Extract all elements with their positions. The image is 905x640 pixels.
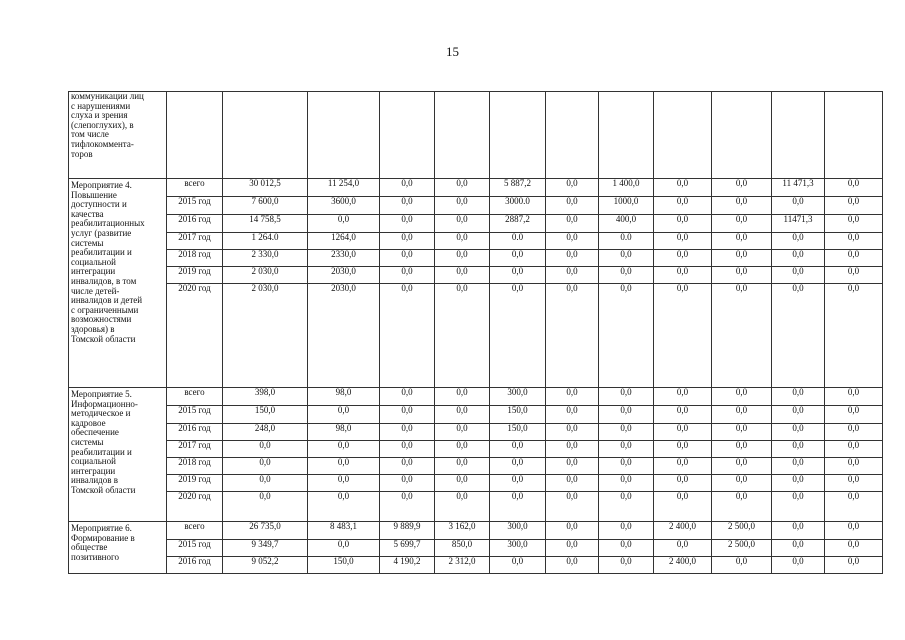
value-cell: 0,0 bbox=[380, 197, 435, 215]
table-row bbox=[69, 540, 883, 557]
table-row bbox=[69, 475, 883, 492]
value-cell: 300,0 bbox=[490, 540, 546, 557]
value-cell: 2 400,0 bbox=[654, 557, 712, 574]
description-line: реабилитационных bbox=[71, 218, 145, 229]
value-cell: 0,0 bbox=[435, 406, 490, 424]
year-cell: 2018 год bbox=[167, 458, 223, 475]
description-line: кадровое bbox=[71, 417, 106, 428]
value-cell: 0,0 bbox=[712, 424, 772, 441]
value-cell: 0,0 bbox=[546, 197, 599, 215]
description-line: Томской области bbox=[71, 484, 136, 495]
year-cell: 2016 год bbox=[167, 557, 223, 574]
description-line: интеграции bbox=[71, 465, 116, 476]
description-line: обществе bbox=[71, 542, 108, 553]
value-cell: 0,0 bbox=[825, 540, 883, 557]
value-cell: 0,0 bbox=[546, 267, 599, 284]
description-line: торов bbox=[71, 148, 93, 159]
value-cell: 3000.0 bbox=[490, 197, 546, 215]
value-cell: 0,0 bbox=[772, 388, 825, 406]
value-cell: 0,0 bbox=[490, 458, 546, 475]
value-cell: 0,0 bbox=[654, 250, 712, 267]
table-row bbox=[69, 441, 883, 458]
value-cell: 400,0 bbox=[599, 215, 654, 233]
value-cell: 0,0 bbox=[380, 492, 435, 522]
value-cell: 0,0 bbox=[435, 441, 490, 458]
value-cell: 850,0 bbox=[435, 540, 490, 557]
value-cell: 0,0 bbox=[308, 441, 380, 458]
value-cell: 3600,0 bbox=[308, 197, 380, 215]
continuation-row bbox=[69, 92, 883, 179]
value-cell: 0,0 bbox=[825, 267, 883, 284]
value-cell: 0,0 bbox=[308, 540, 380, 557]
table-row bbox=[69, 458, 883, 475]
value-cell: 150,0 bbox=[490, 424, 546, 441]
description-line: доступности и bbox=[71, 199, 127, 210]
value-cell: 0,0 bbox=[599, 388, 654, 406]
value-cell: 0,0 bbox=[712, 179, 772, 197]
value-cell: 0,0 bbox=[825, 197, 883, 215]
value-cell: 0,0 bbox=[825, 475, 883, 492]
value-cell: 1 264.0 bbox=[223, 233, 308, 250]
value-cell: 0,0 bbox=[825, 424, 883, 441]
value-cell: 0,0 bbox=[712, 475, 772, 492]
year-cell: 2016 год bbox=[167, 215, 223, 233]
value-cell: 0,0 bbox=[712, 441, 772, 458]
description-line: Мероприятие 5. bbox=[71, 389, 132, 399]
value-cell: 0,0 bbox=[599, 424, 654, 441]
value-cell: 7 600,0 bbox=[223, 197, 308, 215]
table-row bbox=[69, 250, 883, 267]
value-cell: 0,0 bbox=[223, 458, 308, 475]
value-cell: 2030,0 bbox=[308, 267, 380, 284]
value-cell: 0,0 bbox=[223, 475, 308, 492]
year-cell: 2015 год bbox=[167, 197, 223, 215]
value-cell: 0,0 bbox=[712, 267, 772, 284]
value-cell: 0,0 bbox=[435, 492, 490, 522]
value-cell: 0,0 bbox=[654, 492, 712, 522]
value-cell: 0,0 bbox=[546, 250, 599, 267]
value-cell: 0,0 bbox=[825, 233, 883, 250]
value-cell: 0,0 bbox=[825, 250, 883, 267]
year-cell: всего bbox=[167, 522, 223, 540]
year-cell: 2017 год bbox=[167, 441, 223, 458]
value-cell: 0,0 bbox=[546, 284, 599, 388]
description-line: Томской области bbox=[71, 333, 136, 344]
value-cell: 0,0 bbox=[825, 492, 883, 522]
description-line: системы bbox=[71, 436, 104, 447]
value-cell: 11471,3 bbox=[772, 215, 825, 233]
value-cell: 0,0 bbox=[654, 540, 712, 557]
value-cell: 11 254,0 bbox=[308, 179, 380, 197]
value-cell: 26 735,0 bbox=[223, 522, 308, 540]
value-cell: 0,0 bbox=[712, 557, 772, 574]
value-cell: 0,0 bbox=[599, 557, 654, 574]
value-cell: 14 758,5 bbox=[223, 215, 308, 233]
value-cell: 150,0 bbox=[223, 406, 308, 424]
description-line: реабилитации и bbox=[71, 446, 132, 457]
year-cell: 2020 год bbox=[167, 492, 223, 522]
value-cell: 0,0 bbox=[380, 406, 435, 424]
value-cell: 0,0 bbox=[825, 215, 883, 233]
description-line: системы bbox=[71, 237, 104, 248]
value-cell: 300,0 bbox=[490, 522, 546, 540]
value-cell: 98,0 bbox=[308, 388, 380, 406]
value-cell: 0,0 bbox=[490, 267, 546, 284]
value-cell: 0,0 bbox=[435, 284, 490, 388]
description-line: Повышение bbox=[71, 189, 117, 200]
value-cell: 0,0 bbox=[435, 388, 490, 406]
description-line: Информационно- bbox=[71, 398, 138, 409]
value-cell: 398,0 bbox=[223, 388, 308, 406]
value-cell: 0,0 bbox=[825, 179, 883, 197]
value-cell: 0,0 bbox=[772, 267, 825, 284]
measure-description bbox=[69, 179, 167, 388]
value-cell: 150,0 bbox=[308, 557, 380, 574]
table-row bbox=[69, 388, 883, 406]
value-cell: 1000,0 bbox=[599, 197, 654, 215]
value-cell: 0,0 bbox=[825, 441, 883, 458]
year-cell: всего bbox=[167, 388, 223, 406]
value-cell: 9 052,2 bbox=[223, 557, 308, 574]
table-row bbox=[69, 557, 883, 574]
value-cell: 1264,0 bbox=[308, 233, 380, 250]
value-cell: 0,0 bbox=[490, 441, 546, 458]
year-cell: 2016 год bbox=[167, 424, 223, 441]
table-row bbox=[69, 424, 883, 441]
value-cell: 0,0 bbox=[712, 197, 772, 215]
value-cell: 0,0 bbox=[546, 540, 599, 557]
value-cell: 0,0 bbox=[435, 458, 490, 475]
value-cell: 0,0 bbox=[435, 267, 490, 284]
value-cell: 0,0 bbox=[712, 250, 772, 267]
value-cell: 0,0 bbox=[380, 284, 435, 388]
description-line: возможностями bbox=[71, 314, 132, 325]
value-cell: 8 483,1 bbox=[308, 522, 380, 540]
value-cell: 0,0 bbox=[772, 522, 825, 540]
value-cell: 0,0 bbox=[546, 441, 599, 458]
value-cell: 0,0 bbox=[380, 267, 435, 284]
year-cell: 2019 год bbox=[167, 475, 223, 492]
value-cell: 0,0 bbox=[825, 388, 883, 406]
description-line: числе детей- bbox=[71, 285, 120, 296]
description-line: коммуникации лиц bbox=[71, 91, 144, 101]
value-cell: 0,0 bbox=[490, 475, 546, 492]
description-line: (слепоглухих), в bbox=[71, 119, 134, 130]
value-cell: 0,0 bbox=[599, 406, 654, 424]
value-cell: 0,0 bbox=[654, 215, 712, 233]
description-line: методическое и bbox=[71, 408, 131, 419]
value-cell: 0,0 bbox=[308, 215, 380, 233]
value-cell: 300,0 bbox=[490, 388, 546, 406]
value-cell: 0,0 bbox=[654, 406, 712, 424]
value-cell: 9 349,7 bbox=[223, 540, 308, 557]
value-cell: 11 471,3 bbox=[772, 179, 825, 197]
year-cell: 2015 год bbox=[167, 540, 223, 557]
value-cell: 150,0 bbox=[490, 406, 546, 424]
value-cell: 0,0 bbox=[712, 406, 772, 424]
value-cell: 0,0 bbox=[546, 388, 599, 406]
value-cell: 0,0 bbox=[546, 233, 599, 250]
value-cell: 0,0 bbox=[599, 441, 654, 458]
table-row bbox=[69, 197, 883, 215]
value-cell: 0,0 bbox=[435, 215, 490, 233]
description-line: реабилитации и bbox=[71, 247, 132, 258]
value-cell: 0,0 bbox=[599, 492, 654, 522]
table-row bbox=[69, 233, 883, 250]
value-cell: 0.0 bbox=[599, 233, 654, 250]
value-cell: 0,0 bbox=[654, 267, 712, 284]
value-cell: 0,0 bbox=[772, 406, 825, 424]
value-cell: 0,0 bbox=[772, 197, 825, 215]
value-cell: 0,0 bbox=[490, 284, 546, 388]
description-line: здоровья) в bbox=[71, 323, 115, 334]
value-cell: 0,0 bbox=[772, 424, 825, 441]
value-cell: 2 500,0 bbox=[712, 522, 772, 540]
description-line: инвалидов в bbox=[71, 475, 118, 486]
value-cell: 0,0 bbox=[772, 458, 825, 475]
value-cell: 0,0 bbox=[380, 233, 435, 250]
value-cell: 0,0 bbox=[654, 233, 712, 250]
value-cell: 0,0 bbox=[772, 284, 825, 388]
description-line: с нарушениями bbox=[71, 100, 131, 111]
table-row bbox=[69, 267, 883, 284]
year-cell: 2015 год bbox=[167, 406, 223, 424]
value-cell: 0,0 bbox=[435, 250, 490, 267]
value-cell: 0,0 bbox=[654, 197, 712, 215]
value-cell: 0,0 bbox=[380, 441, 435, 458]
value-cell: 0,0 bbox=[772, 540, 825, 557]
year-cell: 2019 год bbox=[167, 267, 223, 284]
description-line: инвалидов и детей bbox=[71, 295, 143, 306]
description-line: тифлокоммента- bbox=[71, 138, 134, 149]
value-cell: 9 889,9 bbox=[380, 522, 435, 540]
value-cell: 2 330,0 bbox=[223, 250, 308, 267]
value-cell: 0,0 bbox=[546, 179, 599, 197]
value-cell: 0,0 bbox=[435, 179, 490, 197]
value-cell: 0,0 bbox=[435, 475, 490, 492]
value-cell: 248,0 bbox=[223, 424, 308, 441]
value-cell: 0,0 bbox=[712, 233, 772, 250]
value-cell: 0,0 bbox=[308, 492, 380, 522]
value-cell: 0,0 bbox=[825, 406, 883, 424]
value-cell: 1 400,0 bbox=[599, 179, 654, 197]
value-cell: 0,0 bbox=[599, 540, 654, 557]
table-row bbox=[69, 492, 883, 522]
description-line: инвалидов, в том bbox=[71, 275, 137, 286]
value-cell: 0,0 bbox=[223, 441, 308, 458]
value-cell: 0,0 bbox=[772, 475, 825, 492]
value-cell: 0,0 bbox=[490, 250, 546, 267]
table-row bbox=[69, 284, 883, 388]
value-cell: 0,0 bbox=[654, 179, 712, 197]
value-cell: 0,0 bbox=[654, 388, 712, 406]
value-cell: 0,0 bbox=[654, 458, 712, 475]
value-cell: 3 162,0 bbox=[435, 522, 490, 540]
value-cell: 0,0 bbox=[490, 492, 546, 522]
value-cell: 0,0 bbox=[308, 406, 380, 424]
description-line: том числе bbox=[71, 129, 109, 140]
value-cell: 2 312,0 bbox=[435, 557, 490, 574]
value-cell: 2330,0 bbox=[308, 250, 380, 267]
value-cell: 0,0 bbox=[435, 233, 490, 250]
value-cell: 0,0 bbox=[380, 475, 435, 492]
year-cell: 2017 год bbox=[167, 233, 223, 250]
value-cell: 0,0 bbox=[380, 388, 435, 406]
table-row bbox=[69, 406, 883, 424]
description-line: обеспечение bbox=[71, 427, 119, 438]
description-line: с ограниченными bbox=[71, 304, 139, 315]
year-cell: 2018 год bbox=[167, 250, 223, 267]
description-line: качества bbox=[71, 208, 104, 219]
value-cell: 0,0 bbox=[772, 492, 825, 522]
year-cell: всего bbox=[167, 179, 223, 197]
value-cell: 0,0 bbox=[712, 458, 772, 475]
value-cell: 0,0 bbox=[546, 492, 599, 522]
table-row bbox=[69, 215, 883, 233]
value-cell: 0,0 bbox=[435, 197, 490, 215]
value-cell: 2 030,0 bbox=[223, 284, 308, 388]
value-cell: 0,0 bbox=[435, 424, 490, 441]
value-cell: 0,0 bbox=[490, 557, 546, 574]
value-cell: 2 500,0 bbox=[712, 540, 772, 557]
value-cell: 0,0 bbox=[380, 179, 435, 197]
value-cell: 2887,2 bbox=[490, 215, 546, 233]
description-line: социальной bbox=[71, 256, 116, 267]
value-cell: 0,0 bbox=[772, 441, 825, 458]
value-cell: 0,0 bbox=[825, 557, 883, 574]
measure-description bbox=[69, 522, 167, 574]
description-line: Формирование в bbox=[71, 532, 135, 543]
value-cell: 5 887,2 bbox=[490, 179, 546, 197]
description-line: слуха и зрения bbox=[71, 110, 128, 121]
value-cell: 0,0 bbox=[599, 284, 654, 388]
year-cell: 2020 год bbox=[167, 284, 223, 388]
description-line: интеграции bbox=[71, 266, 116, 277]
measure-description bbox=[69, 388, 167, 522]
value-cell: 4 190,2 bbox=[380, 557, 435, 574]
value-cell: 0,0 bbox=[599, 458, 654, 475]
description-line: услуг (развитие bbox=[71, 227, 132, 238]
value-cell: 0,0 bbox=[825, 458, 883, 475]
value-cell: 0,0 bbox=[772, 250, 825, 267]
description-line: социальной bbox=[71, 456, 116, 467]
value-cell: 0,0 bbox=[712, 492, 772, 522]
value-cell: 0,0 bbox=[599, 267, 654, 284]
description-line: позитивного bbox=[71, 551, 119, 562]
value-cell: 0,0 bbox=[772, 233, 825, 250]
value-cell: 0,0 bbox=[654, 284, 712, 388]
value-cell: 0,0 bbox=[712, 215, 772, 233]
table-row bbox=[69, 522, 883, 540]
value-cell: 0,0 bbox=[546, 557, 599, 574]
page-number: 15 bbox=[446, 44, 459, 59]
value-cell: 0,0 bbox=[712, 388, 772, 406]
value-cell: 2030,0 bbox=[308, 284, 380, 388]
value-cell: 0,0 bbox=[546, 458, 599, 475]
description-line: Мероприятие 4. bbox=[71, 180, 132, 190]
value-cell: 0,0 bbox=[825, 284, 883, 388]
value-cell: 0,0 bbox=[308, 458, 380, 475]
value-cell: 0,0 bbox=[223, 492, 308, 522]
description-line: Мероприятие 6. bbox=[71, 523, 132, 533]
value-cell: 2 030,0 bbox=[223, 267, 308, 284]
value-cell: 0,0 bbox=[380, 250, 435, 267]
table-row bbox=[69, 179, 883, 197]
value-cell: 98,0 bbox=[308, 424, 380, 441]
value-cell: 0,0 bbox=[654, 441, 712, 458]
value-cell: 0,0 bbox=[712, 284, 772, 388]
value-cell: 0,0 bbox=[654, 424, 712, 441]
value-cell: 0,0 bbox=[380, 424, 435, 441]
value-cell: 0,0 bbox=[380, 215, 435, 233]
value-cell: 0,0 bbox=[599, 475, 654, 492]
value-cell: 0,0 bbox=[308, 475, 380, 492]
value-cell: 0,0 bbox=[599, 522, 654, 540]
value-cell: 0,0 bbox=[772, 557, 825, 574]
value-cell: 0,0 bbox=[546, 215, 599, 233]
value-cell: 0,0 bbox=[599, 250, 654, 267]
value-cell: 30 012,5 bbox=[223, 179, 308, 197]
value-cell: 0,0 bbox=[546, 424, 599, 441]
value-cell: 0.0 bbox=[490, 233, 546, 250]
budget-table bbox=[68, 91, 883, 574]
value-cell: 0,0 bbox=[380, 458, 435, 475]
value-cell: 0,0 bbox=[546, 522, 599, 540]
value-cell: 2 400,0 bbox=[654, 522, 712, 540]
value-cell: 0,0 bbox=[546, 406, 599, 424]
value-cell: 0,0 bbox=[654, 475, 712, 492]
measure-description bbox=[69, 92, 167, 179]
value-cell: 0,0 bbox=[825, 522, 883, 540]
value-cell: 5 699,7 bbox=[380, 540, 435, 557]
value-cell: 0,0 bbox=[546, 475, 599, 492]
